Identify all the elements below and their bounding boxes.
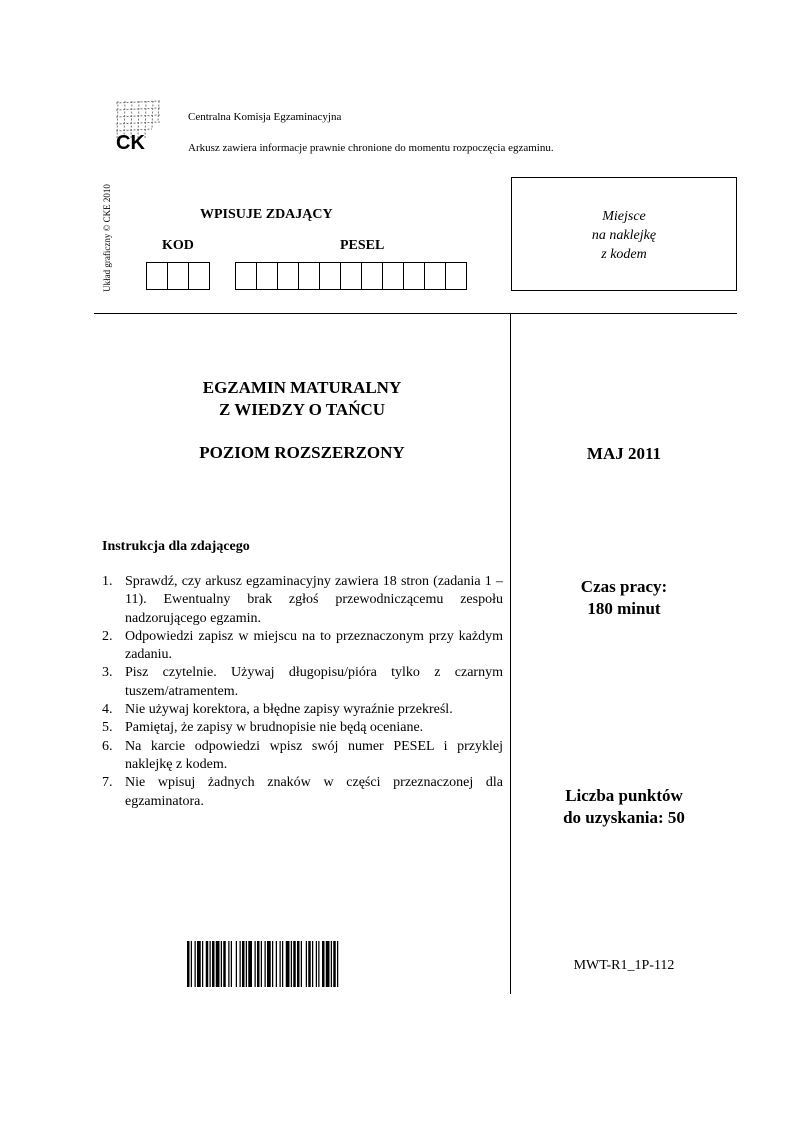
instruction-number: 6. <box>102 738 113 754</box>
barcode-bar <box>187 941 190 987</box>
exam-code: MWT-R1_1P-112 <box>573 958 675 973</box>
cke-logo <box>112 99 164 154</box>
instruction-number: 3. <box>102 665 113 681</box>
horizontal-divider <box>94 313 737 314</box>
instructions-list <box>102 573 503 811</box>
barcode-bar <box>255 941 256 987</box>
exam-title-line-1: EGZAMIN MATURALNY <box>202 378 402 397</box>
exam-title-line-2: Z WIEDZY O TAŃCU <box>218 400 386 419</box>
barcode-bar <box>333 941 336 987</box>
exam-month: MAJ 2011 <box>586 444 662 463</box>
logo-text: CK <box>116 132 145 154</box>
barcode-bar <box>223 941 226 987</box>
barcode-bar <box>282 941 283 987</box>
barcode-bar <box>216 941 220 987</box>
instruction-item <box>102 573 503 628</box>
instruction-number: 7. <box>102 775 113 791</box>
barcode-bar <box>272 941 273 987</box>
instruction-item <box>102 774 503 811</box>
barcode-bar <box>248 941 252 987</box>
sticker-line-2: na naklejkę <box>591 228 657 243</box>
instruction-number: 2. <box>102 628 113 644</box>
barcode-bar <box>240 941 241 987</box>
kod-digit-box[interactable] <box>167 262 189 290</box>
barcode-bar <box>331 941 332 987</box>
kod-label: KOD <box>162 238 194 253</box>
barcode-bar <box>322 941 325 987</box>
barcode-bar <box>228 941 229 987</box>
instruction-text: Odpowiedzi zapisz w miejscu na to przeznaczonym przy każdym zadaniu. <box>125 628 503 663</box>
organization-name: Centralna Komisja Egzaminacyjna <box>188 111 342 123</box>
pesel-boxes <box>236 262 467 290</box>
pesel-digit-box[interactable] <box>361 262 383 290</box>
barcode-bar <box>265 941 266 987</box>
pesel-digit-box[interactable] <box>298 262 320 290</box>
barcode-bar <box>221 941 222 987</box>
candidate-heading: WPISUJE ZDAJĄCY <box>200 207 333 222</box>
instruction-text: Pisz czytelnie. Używaj długopisu/pióra tylko z czarnym tuszem/atramentem. <box>125 665 503 699</box>
barcode-bar <box>197 941 201 987</box>
instruction-item <box>102 701 503 719</box>
sticker-line-3: z kodem <box>601 247 647 262</box>
barcode-bar <box>261 941 262 987</box>
barcode-bar <box>306 941 307 987</box>
barcode-bar <box>286 941 290 987</box>
pesel-digit-box[interactable] <box>235 262 257 290</box>
kod-digit-box[interactable] <box>188 262 210 290</box>
barcode-bar <box>337 941 338 987</box>
barcode-bar <box>308 941 311 987</box>
pesel-digit-box[interactable] <box>340 262 362 290</box>
instruction-number: 1. <box>102 574 113 589</box>
barcode-bar <box>316 941 317 987</box>
barcode-bar <box>318 941 319 987</box>
instructions-heading: Instrukcja dla zdającego <box>102 539 250 554</box>
points-value: do uzyskania: 50 <box>563 808 685 827</box>
pesel-digit-box[interactable] <box>424 262 446 290</box>
barcode-bar <box>246 941 247 987</box>
pesel-digit-box[interactable] <box>319 262 341 290</box>
pesel-digit-box[interactable] <box>445 262 467 290</box>
instruction-text: Na karcie odpowiedzi wpisz swój numer PESEL i przyklej naklejkę z kodem. <box>125 738 503 772</box>
barcode-bar <box>242 941 245 987</box>
pesel-label: PESEL <box>340 238 385 253</box>
kod-digit-box[interactable] <box>146 262 168 290</box>
instruction-item <box>102 719 503 737</box>
barcode <box>187 941 417 987</box>
exam-level: POZIOM ROZSZERZONY <box>199 443 405 462</box>
barcode-bar <box>280 941 281 987</box>
points-label: Liczba punktów <box>565 786 683 805</box>
barcode-bar <box>291 941 292 987</box>
instruction-text: Sprawdź, czy arkusz egzaminacyjny zawiera 18 stron (zadania 1 – 11). Ewentualny brak zgłoś przewodniczącemu zespołu nadzorującego egzamin. <box>125 574 503 626</box>
barcode-bar <box>206 941 209 987</box>
barcode-bar <box>301 941 302 987</box>
pesel-digit-box[interactable] <box>382 262 404 290</box>
pesel-digit-box[interactable] <box>256 262 278 290</box>
exam-time <box>511 576 737 620</box>
barcode-bar <box>236 941 237 987</box>
pesel-digit-box[interactable] <box>403 262 425 290</box>
barcode-bar <box>267 941 271 987</box>
barcode-bar <box>257 941 260 987</box>
barcode-bar <box>276 941 277 987</box>
instruction-item <box>102 628 503 665</box>
pesel-digit-box[interactable] <box>277 262 299 290</box>
sticker-line-1: Miejsce <box>602 209 646 224</box>
barcode-bar <box>212 941 215 987</box>
sticker-area <box>511 177 737 291</box>
layout-credit <box>92 177 122 299</box>
instruction-number: 5. <box>102 720 113 736</box>
barcode-bar <box>231 941 232 987</box>
time-value: 180 minut <box>587 599 661 618</box>
barcode-bar <box>210 941 211 987</box>
barcode-bar <box>297 941 300 987</box>
barcode-bar <box>195 941 196 987</box>
legal-notice: Arkusz zawiera informacje prawnie chronione do momentu rozpoczęcia egzaminu. <box>188 142 554 154</box>
vertical-divider <box>510 313 511 994</box>
instruction-item <box>102 664 503 701</box>
time-label: Czas pracy: <box>580 577 668 596</box>
layout-credit-text: Układ graficzny © CKE 2010 <box>102 184 112 292</box>
kod-boxes <box>147 262 210 290</box>
exam-points <box>511 785 737 829</box>
barcode-bar <box>326 941 330 987</box>
instruction-item <box>102 738 503 775</box>
instruction-number: 4. <box>102 702 113 718</box>
barcode-bar <box>312 941 313 987</box>
barcode-bar <box>191 941 192 987</box>
instruction-text: Pamiętaj, że zapisy w brudnopisie nie będą oceniane. <box>125 720 424 736</box>
barcode-bar <box>202 941 203 987</box>
instruction-text: Nie wpisuj żadnych znaków w części przeznaczonej dla egzaminatora. <box>125 775 503 809</box>
instruction-text: Nie używaj korektora, a błędne zapisy wyraźnie przekreśl. <box>125 702 453 718</box>
barcode-bar <box>293 941 296 987</box>
